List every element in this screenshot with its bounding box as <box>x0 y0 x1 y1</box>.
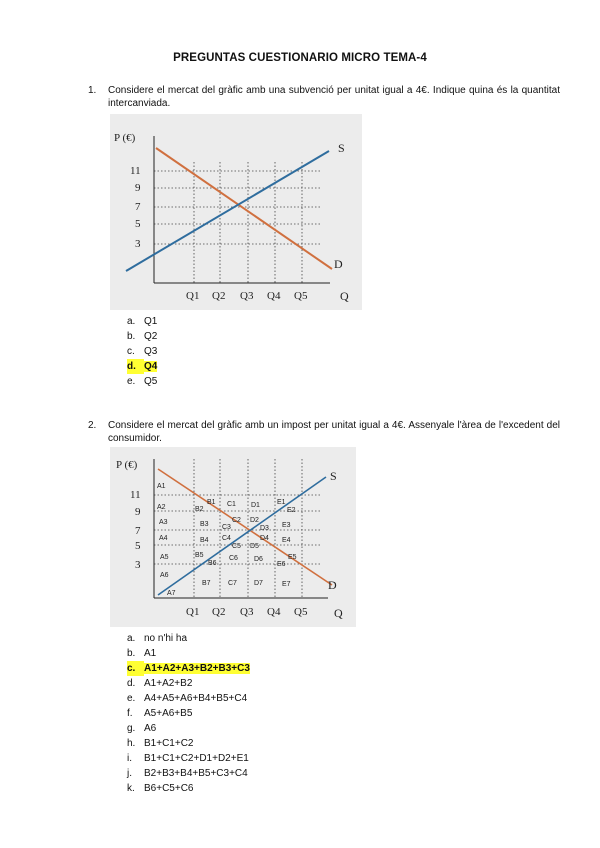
option-i[interactable]: i. B1+C1+C2+D1+D2+E1 <box>127 753 249 764</box>
y-tick: 9 <box>135 506 141 518</box>
y-tick: 5 <box>135 540 141 552</box>
x-tick: Q4 <box>267 606 281 618</box>
option-e[interactable]: e. Q5 <box>127 376 158 387</box>
y-tick: 3 <box>135 559 141 571</box>
area-label: A7 <box>167 590 176 597</box>
option-a[interactable]: a. no n'hi ha <box>127 633 188 644</box>
demand-label: D <box>328 578 337 592</box>
question-text: Considere el mercat del gràfic amb una subvenció per unitat igual a 4€. Indique quina és la quantitat intercanviada. <box>108 85 560 109</box>
option-j[interactable]: j. B2+B3+B4+B5+C3+C4 <box>127 768 248 779</box>
area-label: B5 <box>195 552 204 559</box>
option-k[interactable]: k. B6+C5+C6 <box>127 783 194 794</box>
x-tick: Q3 <box>240 290 254 302</box>
q2-graph <box>110 447 356 627</box>
area-label: D2 <box>250 517 259 524</box>
area-label: C3 <box>222 524 231 531</box>
area-label: E2 <box>287 507 296 514</box>
option-a[interactable]: a. Q1 <box>127 316 158 327</box>
area-label: D3 <box>260 525 269 532</box>
x-tick: Q1 <box>186 606 200 618</box>
area-label: D7 <box>254 580 263 587</box>
area-label: C5 <box>232 543 241 550</box>
document-title: PREGUNTAS CUESTIONARIO MICRO TEMA-4 <box>173 52 427 64</box>
x-tick: Q2 <box>212 290 226 302</box>
x-axis-label: Q <box>340 289 349 303</box>
demand-curve <box>158 469 332 585</box>
area-label: C1 <box>227 501 236 508</box>
question-text: Considere el mercat del gràfic amb un impost per unitat igual a 4€. Assenyale l'àrea de l'excedent del consumidor. <box>108 420 560 444</box>
question-number: 2. <box>88 420 97 431</box>
area-label: A3 <box>159 519 168 526</box>
y-tick: 7 <box>135 201 141 213</box>
option-e[interactable]: e. A4+A5+A6+B4+B5+C4 <box>127 693 248 704</box>
x-tick: Q5 <box>294 606 308 618</box>
area-label: A6 <box>160 572 169 579</box>
q1-graph <box>110 114 362 310</box>
y-axis-label: P (€) <box>114 132 136 144</box>
option-d[interactable]: d. A1+A2+B2 <box>127 678 193 689</box>
area-label: C6 <box>229 555 238 562</box>
q1-chart <box>110 114 362 310</box>
area-label: B3 <box>200 521 209 528</box>
x-tick: Q2 <box>212 606 226 618</box>
option-g[interactable]: g. A6 <box>127 723 157 734</box>
question-2 <box>88 419 560 445</box>
option-c[interactable]: c. Q3 <box>127 346 158 357</box>
area-label: D6 <box>254 556 263 563</box>
area-label: B7 <box>202 580 211 587</box>
q2-options <box>127 631 250 796</box>
q1-options <box>127 314 157 389</box>
area-label: A5 <box>160 554 169 561</box>
demand-label: D <box>334 257 343 271</box>
y-tick: 3 <box>135 238 141 250</box>
area-label: E5 <box>288 554 297 561</box>
y-tick: 5 <box>135 218 141 230</box>
x-axis-label: Q <box>334 606 343 620</box>
demand-curve <box>156 148 332 269</box>
supply-label: S <box>338 141 345 155</box>
area-label: E4 <box>282 537 291 544</box>
x-tick: Q4 <box>267 290 281 302</box>
area-label: E6 <box>277 561 286 568</box>
supply-label: S <box>330 469 337 483</box>
y-tick: 7 <box>135 525 141 537</box>
y-axis-label: P (€) <box>116 459 138 471</box>
area-label: A2 <box>157 504 166 511</box>
option-b[interactable]: b. Q2 <box>127 331 158 342</box>
area-label: B1 <box>207 499 216 506</box>
area-label: E7 <box>282 581 291 588</box>
area-label: C7 <box>228 580 237 587</box>
x-tick: Q1 <box>186 290 200 302</box>
x-tick: Q5 <box>294 290 308 302</box>
area-label: D5 <box>250 543 259 550</box>
y-tick: 11 <box>130 489 141 501</box>
option-f[interactable]: f. A5+A6+B5 <box>127 708 193 719</box>
area-label: A1 <box>157 483 166 490</box>
option-c-selected[interactable]: c. A1+A2+A3+B2+B3+C3 <box>127 663 250 674</box>
supply-curve <box>126 151 329 271</box>
y-tick: 11 <box>130 165 141 177</box>
area-label: A4 <box>159 535 168 542</box>
area-label: B2 <box>195 506 204 513</box>
option-h[interactable]: h. B1+C1+C2 <box>127 738 194 749</box>
area-label: C4 <box>222 535 231 542</box>
option-b[interactable]: b. A1 <box>127 648 157 659</box>
area-label: C2 <box>232 517 241 524</box>
question-number: 1. <box>88 85 97 96</box>
option-d-selected[interactable]: d. Q4 <box>127 361 158 372</box>
x-tick: Q3 <box>240 606 254 618</box>
q2-chart <box>110 447 356 627</box>
area-label: E3 <box>282 522 291 529</box>
area-label: B6 <box>208 560 217 567</box>
area-label: D1 <box>251 502 260 509</box>
question-1 <box>88 84 560 110</box>
y-tick: 9 <box>135 182 141 194</box>
area-label: E1 <box>277 499 286 506</box>
area-label: D4 <box>260 535 269 542</box>
area-label: B4 <box>200 537 209 544</box>
